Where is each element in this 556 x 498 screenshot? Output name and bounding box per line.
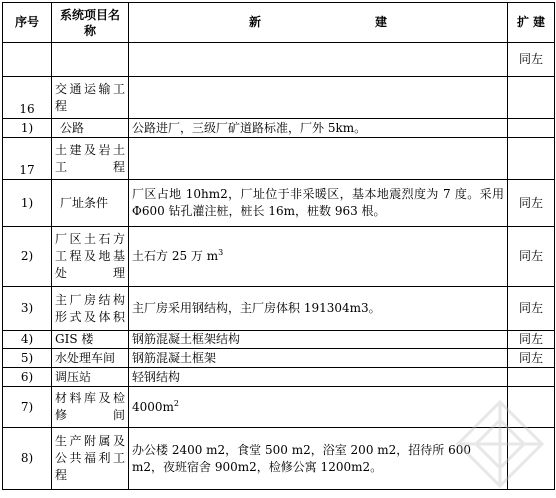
row-item: 公路 xyxy=(52,119,129,138)
row-expand: 同左 xyxy=(508,287,555,331)
header-expand-char-2: 建 xyxy=(532,15,545,29)
row-item: 生产附属及公共福利工程 xyxy=(52,428,129,490)
row-no: 4) xyxy=(3,331,52,349)
row-new-text: 土石方 25 万 m xyxy=(132,249,219,263)
header-new-char-2: 建 xyxy=(374,15,387,29)
row-item: 调压站 xyxy=(52,368,129,387)
row-new: 主厂房采用钢结构，主厂房体积 191304m3。 xyxy=(129,287,508,331)
row-new: 公路进厂，三级厂矿道路标准，厂外 5km。 xyxy=(129,119,508,138)
row-item: 交通运输工程 xyxy=(52,77,129,119)
table-row xyxy=(3,138,555,180)
row-new xyxy=(129,43,508,77)
header-expand xyxy=(508,3,555,43)
row-item xyxy=(52,43,129,77)
row-new xyxy=(129,138,508,180)
table-row xyxy=(3,287,555,331)
watermark-logo-icon xyxy=(450,394,550,494)
table-row xyxy=(3,180,555,227)
table-row xyxy=(3,119,555,138)
row-item: 厂区土石方工程及地基处理 xyxy=(52,227,129,287)
row-no: 6) xyxy=(3,368,52,387)
row-item: 土建及岩土工程 xyxy=(52,138,129,180)
row-expand: 同左 xyxy=(508,349,555,368)
header-new-char-1: 新 xyxy=(248,15,261,29)
row-expand xyxy=(508,368,555,387)
row-no: 17 xyxy=(3,138,52,180)
table-row xyxy=(3,368,555,387)
row-expand: 同左 xyxy=(508,180,555,227)
row-no: 16 xyxy=(3,77,52,119)
row-expand xyxy=(508,77,555,119)
table-row xyxy=(3,77,555,119)
row-no: 1) xyxy=(3,119,52,138)
row-new xyxy=(129,77,508,119)
row-expand: 同左 xyxy=(508,43,555,77)
row-no: 8) xyxy=(3,428,52,490)
row-no: 2) xyxy=(3,227,52,287)
row-item: GIS 楼 xyxy=(52,331,129,349)
row-no xyxy=(3,43,52,77)
row-expand: 同左 xyxy=(508,227,555,287)
header-new xyxy=(129,3,508,43)
row-expand xyxy=(508,138,555,180)
row-new-sup: 2 xyxy=(173,398,180,408)
row-new-sup: 3 xyxy=(218,248,224,257)
row-new: 办公楼 2400 m2，食堂 500 m2，浴室 200 m2，招待所 600 m2，夜班宿舍 900m2，检修公寓 1200m2。 xyxy=(129,428,508,490)
table-header-row xyxy=(3,3,555,43)
row-new: 厂区占地 10hm2，厂址位于非采暖区，基本地震烈度为 7 度。采用 Φ600 钻孔灌注桩，桩长 16m，桩数 963 根。 xyxy=(129,180,508,227)
row-new: 轻钢结构 xyxy=(129,368,508,387)
row-no: 5) xyxy=(3,349,52,368)
row-item: 厂址条件 xyxy=(52,180,129,227)
row-item: 主厂房结构形式及体积 xyxy=(52,287,129,331)
row-new: 钢筋混凝土框架结构 xyxy=(129,331,508,349)
table-row xyxy=(3,227,555,287)
row-item: 材料库及检修间 xyxy=(52,387,129,428)
table-row xyxy=(3,331,555,349)
row-new-text: 4000m xyxy=(132,399,174,414)
row-item: 水处理车间 xyxy=(52,349,129,368)
row-no: 3) xyxy=(3,287,52,331)
table-row xyxy=(3,43,555,77)
row-no: 7) xyxy=(3,387,52,428)
row-expand xyxy=(508,119,555,138)
row-new: 钢筋混凝土框架 xyxy=(129,349,508,368)
row-no: 1) xyxy=(3,180,52,227)
table-row xyxy=(3,349,555,368)
header-item: 系统项目名称 xyxy=(52,3,129,43)
header-expand-char-1: 扩 xyxy=(517,15,530,29)
header-no: 序号 xyxy=(3,3,52,43)
row-expand: 同左 xyxy=(508,331,555,349)
row-new xyxy=(129,227,508,287)
